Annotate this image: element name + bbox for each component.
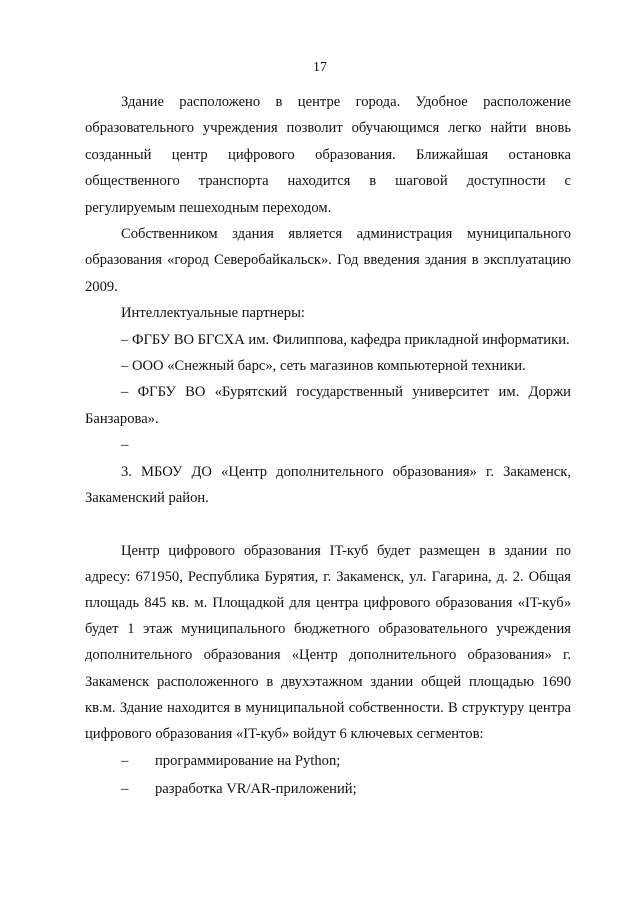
- owner-paragraph: Собственником здания является администрация муниципального образования «город Северобайкальск». Год введения здания в эксплуатацию 2009.: [85, 226, 571, 295]
- segment-dash: –: [121, 781, 129, 798]
- partner-item: –: [121, 437, 129, 454]
- segment-item: [85, 775, 571, 803]
- document-body: [85, 89, 571, 803]
- segment-dash: –: [121, 753, 129, 770]
- page-number: 17: [313, 60, 327, 75]
- partners-heading: Интеллектуальные партнеры:: [121, 305, 305, 322]
- partner-item: – ФГБУ ВО «Бурятский государственный университет им. Доржи Банзарова».: [85, 384, 571, 427]
- partner-item: – ООО «Снежный барс», сеть магазинов компьютерной техники.: [121, 358, 526, 375]
- segment-item: [85, 747, 571, 775]
- section-title: 3. МБОУ ДО «Центр дополнительного образования» г. Закаменск, Закаменский район.: [85, 463, 571, 507]
- partner-item: – ФГБУ ВО БГСХА им. Филиппова, кафедра прикладной информатики.: [121, 331, 570, 348]
- location-paragraph: Здание расположено в центре города. Удобное расположение образовательного учреждения позволит обучающимся легко найти вновь созданный центр цифрового образования. Ближайшая остановка общественного транспорта находится в шаговой доступности с регулируемым пешеходным переходом.: [85, 94, 571, 216]
- segment-text: разработка VR/AR-приложений;: [155, 781, 357, 798]
- main-paragraph: Центр цифрового образования IT-куб будет размещен в здании по адресу: 671950, Республика Бурятия, г. Закаменск, ул. Гагарина, д. 2. Общая площадь 845 кв. м. Площадкой для центра цифрового образования «IT-куб» будет 1 этаж муниципального бюджетного образовательного учреждения дополнительного образования «Центр дополнительного образования» г. Закаменск расположенного в двухэтажном здании общей площадью 1690 кв.м. Здание находится в муниципальной собственности. В структуру центра цифрового образования «IT-куб» войдут 6 ключевых сегментов:: [85, 542, 571, 742]
- section-spacer: [85, 512, 571, 538]
- segment-text: программирование на Python;: [155, 753, 341, 770]
